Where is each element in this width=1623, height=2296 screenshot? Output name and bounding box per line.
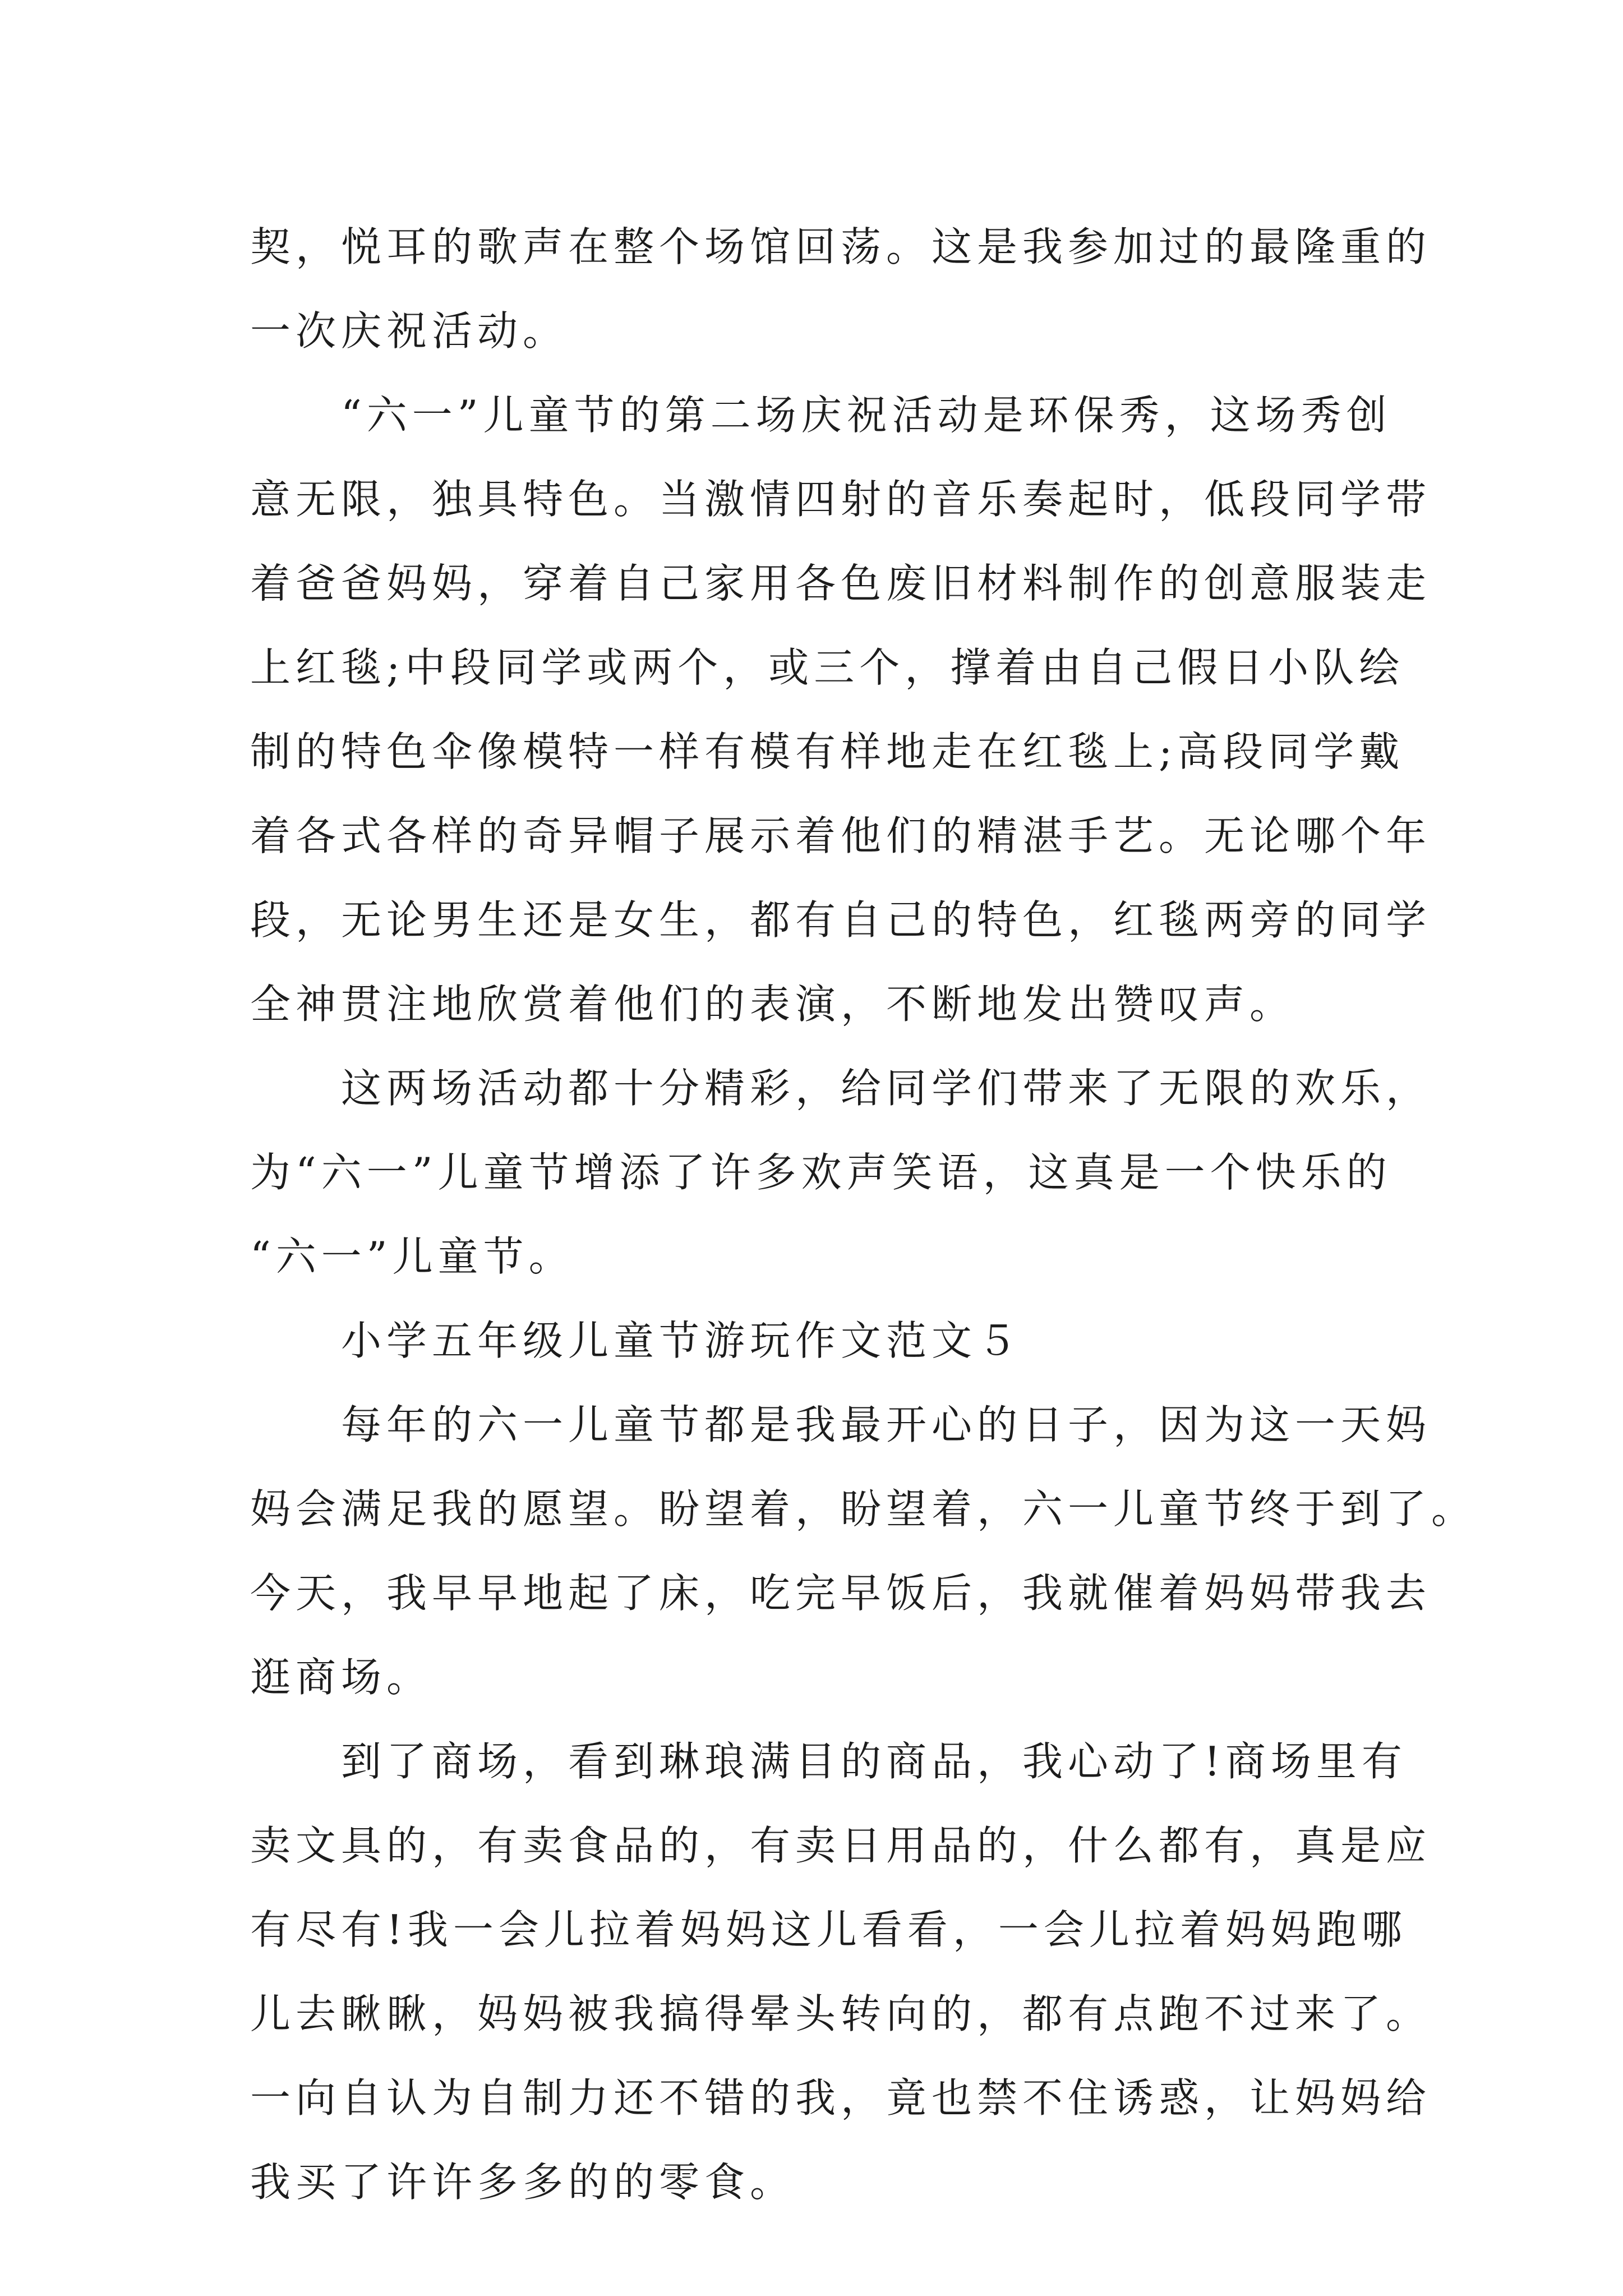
text-line: 上红毯;中段同学或两个，或三个，撑着由自己假日小队绘	[250, 644, 1405, 691]
text-line: 有尽有!我一会儿拉着妈妈这儿看看，一会儿拉着妈妈跑哪	[250, 1906, 1407, 1953]
text-line: “六一”儿童节。	[250, 1233, 574, 1280]
text-line: 为“六一”儿童节增添了许多欢声笑语，这真是一个快乐的	[250, 1149, 1392, 1196]
paragraph-start-line: 每年的六一儿童节都是我最开心的日子，因为这一天妈	[341, 1401, 1432, 1448]
text-line: 一次庆祝活动。	[250, 307, 569, 355]
paragraph-start-line: 这两场活动都十分精彩，给同学们带来了无限的欢乐，	[341, 1065, 1432, 1112]
text-line: 段，无论男生还是女生，都有自己的特色，红毯两旁的同学	[250, 896, 1432, 944]
text-line: 着各式各样的奇异帽子展示着他们的精湛手艺。无论哪个年	[250, 812, 1432, 859]
section-heading: 小学五年级儿童节游玩作文范文５	[341, 1317, 1023, 1364]
paragraph-start-line: 到了商场，看到琳琅满目的商品，我心动了!商场里有	[341, 1738, 1407, 1785]
text-line: 卖文具的，有卖食品的，有卖日用品的，什么都有，真是应	[250, 1822, 1432, 1869]
text-line: 着爸爸妈妈，穿着自己家用各色废旧材料制作的创意服装走	[250, 560, 1432, 607]
text-line: 意无限，独具特色。当激情四射的音乐奏起时，低段同学带	[250, 476, 1432, 523]
text-line: 制的特色伞像模特一样有模有样地走在红毯上;高段同学戴	[250, 728, 1405, 775]
text-line: 全神贯注地欣赏着他们的表演，不断地发出赞叹声。	[250, 981, 1295, 1028]
paragraph-start-line: “六一”儿童节的第二场庆祝活动是环保秀，这场秀创	[341, 392, 1392, 439]
document-body	[250, 205, 1477, 2224]
text-line: 契，悦耳的歌声在整个场馆回荡。这是我参加过的最隆重的	[250, 223, 1432, 270]
text-line: 今天，我早早地起了床，吃完早饭后，我就催着妈妈带我去	[250, 1570, 1432, 1617]
text-line: 逛商场。	[250, 1654, 432, 1701]
text-line: 儿去瞅瞅，妈妈被我搞得晕头转向的，都有点跑不过来了。	[250, 1990, 1432, 2037]
text-line: 妈会满足我的愿望。盼望着，盼望着，六一儿童节终于到了。	[250, 1485, 1477, 1533]
text-line: 一向自认为自制力还不错的我，竟也禁不住诱惑，让妈妈给	[250, 2074, 1432, 2122]
text-line: 我买了许许多多的的零食。	[250, 2159, 796, 2206]
